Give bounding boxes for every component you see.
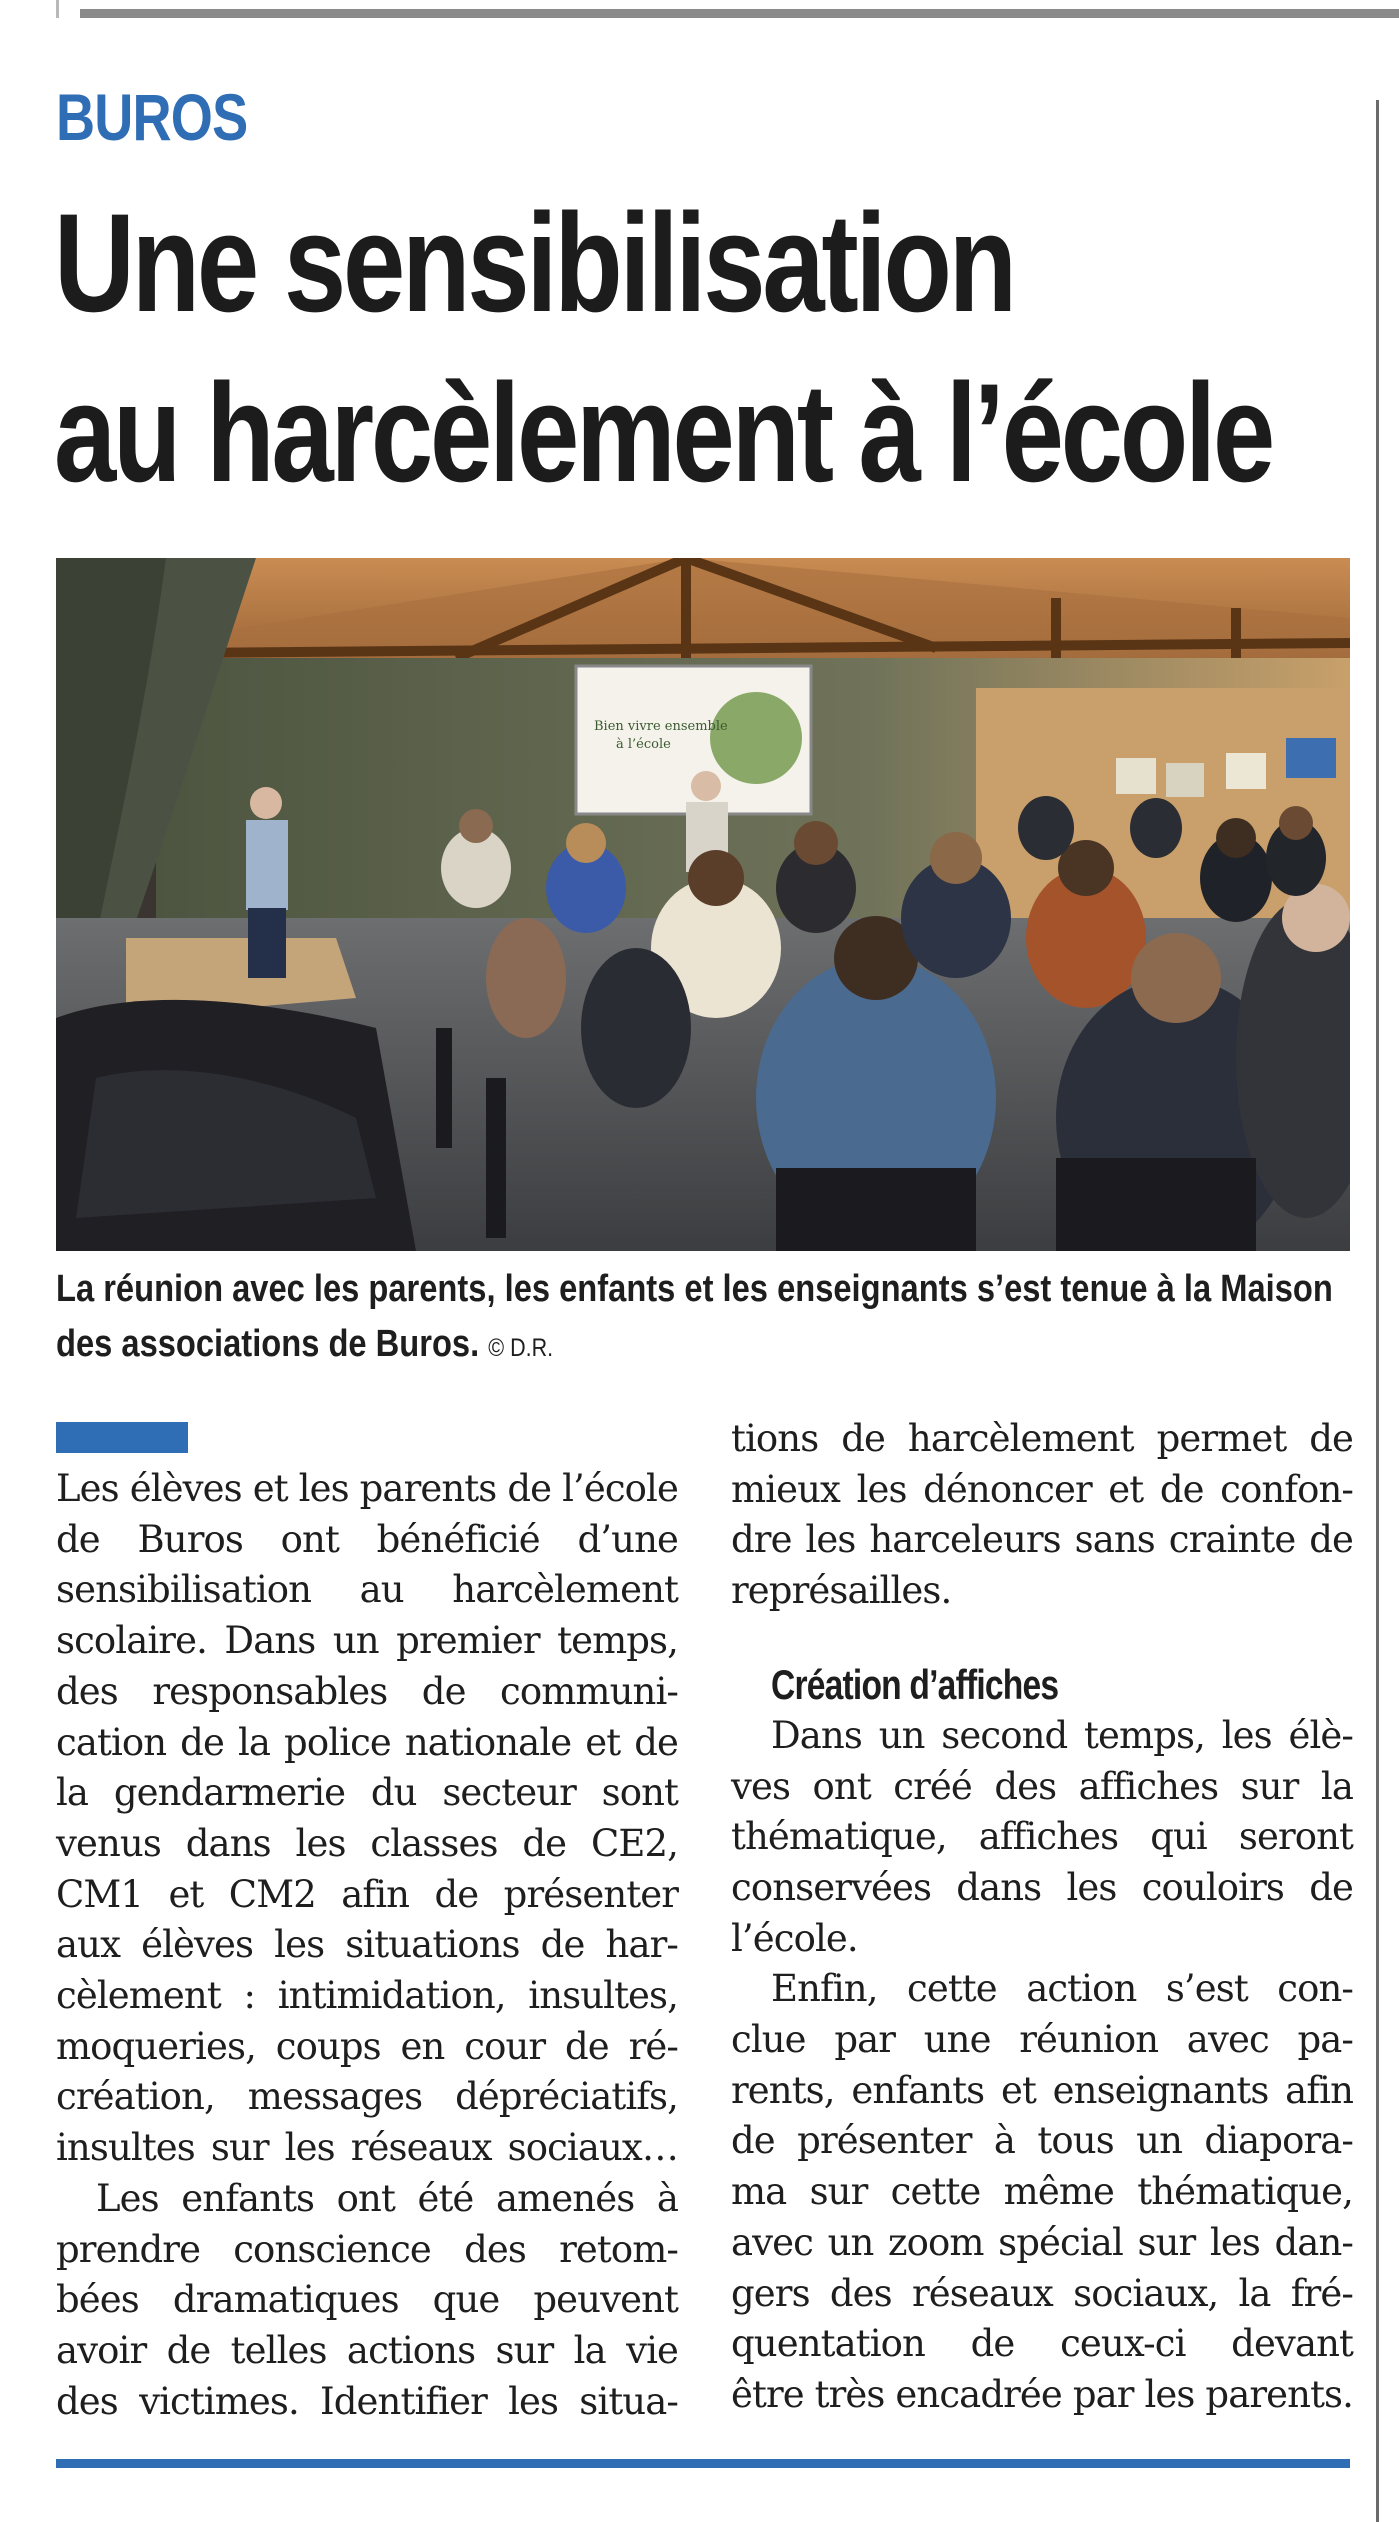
meeting-photo [56,558,1350,1251]
lead-bar [56,1422,188,1453]
caption-text: La réunion avec les parents, les enfants et les enseignants s’est tenue à la Maison des associations de Buros. [56,1268,1333,1365]
body-line: cèlement : intimidation, insultes, [56,1974,678,2018]
body-line: représailles. [731,1569,952,1613]
paragraph-2-continued [731,1414,1353,1617]
body-line: Les enfants ont été amenés à [96,2176,678,2220]
body-line: clue par une réunion avec pa- [731,2018,1353,2062]
body-line: dre les harceleurs sans crainte de [731,1518,1353,1562]
body-line: de Buros ont bénéficié d’une [56,1517,678,1561]
body-line: scolaire. Dans un premier temps, [56,1619,678,1663]
body-line: conservées dans les couloirs de [731,1865,1353,1909]
body-line: Dans un second temps, les élè- [771,1713,1353,1757]
body-line: tions de harcèlement permet de [731,1417,1353,1460]
bottom-rule [56,2459,1350,2468]
body-line: Enfin, cette action s’est con- [771,1967,1353,2011]
body-line: la gendarmerie du secteur sont [56,1771,678,1815]
body-column-right [731,1414,1353,2421]
photo-caption [56,1262,1355,1376]
body-line: moqueries, coups en cour de ré- [56,2024,678,2068]
body-line: gers des réseaux sociaux, la fré- [731,2271,1353,2315]
slide-text-2: à l’école [616,737,671,752]
body-line: avoir de telles actions sur la vie [56,2328,678,2372]
body-line: mieux les dénoncer et de confon- [731,1467,1353,1511]
body-line: de présenter à tous un diapora- [731,2119,1353,2163]
column-rule-right [1376,100,1379,2522]
body-line: CM1 et CM2 afin de présenter [56,1872,678,1916]
body-line: des victimes. Identifier les situa- [56,2379,678,2423]
body-line: ma sur cette même thématique, [731,2170,1353,2214]
body-line: prendre conscience des retom- [56,2227,678,2271]
body-column-left [56,1464,678,2427]
body-line: rents, enfants et enseignants afin [731,2068,1353,2112]
body-line: bées dramatiques que peuvent [56,2278,678,2322]
body-line: être très encadrée par les parents. [731,2372,1353,2416]
slide-text-1: Bien vivre ensemble [594,719,728,734]
body-line: cation de la police nationale et de [56,1720,678,1764]
body-line: Les élèves et les parents de l’école [56,1467,678,1510]
photo-credit: © D.R. [488,1334,554,1362]
headline [54,178,1272,518]
paragraph-4 [731,1964,1353,2420]
headline-line-2: au harcèlement à l’école [54,354,1273,511]
body-line: insultes sur les réseaux sociaux… [56,2126,678,2170]
body-line: thématique, affiches qui seront [731,1815,1353,1859]
subhead: Création d’affiches [771,1660,1059,1708]
paragraph-3 [731,1711,1353,1965]
body-line: avec un zoom spécial sur les dan- [731,2220,1353,2264]
body-line: des responsables de communi- [56,1669,678,1713]
top-left-tick [56,0,59,18]
body-line: création, messages dépréciatifs, [56,2075,678,2119]
headline-line-1: Une sensibilisation [54,184,1014,341]
body-line: sensibilisation au harcèlement [56,1568,678,1612]
body-line: quentation de ceux-ci devant [731,2322,1353,2366]
paragraph-1 [56,1464,678,2174]
body-line: ves ont créé des affiches sur la [731,1764,1353,1808]
kicker: BUROS [56,80,248,154]
body-line: l’école. [731,1916,858,1960]
body-line: aux élèves les situations de har- [56,1923,678,1967]
top-rule [80,9,1399,18]
photo [56,558,1350,1251]
body-line: venus dans les classes de CE2, [56,1821,678,1865]
paragraph-2 [56,2174,678,2428]
